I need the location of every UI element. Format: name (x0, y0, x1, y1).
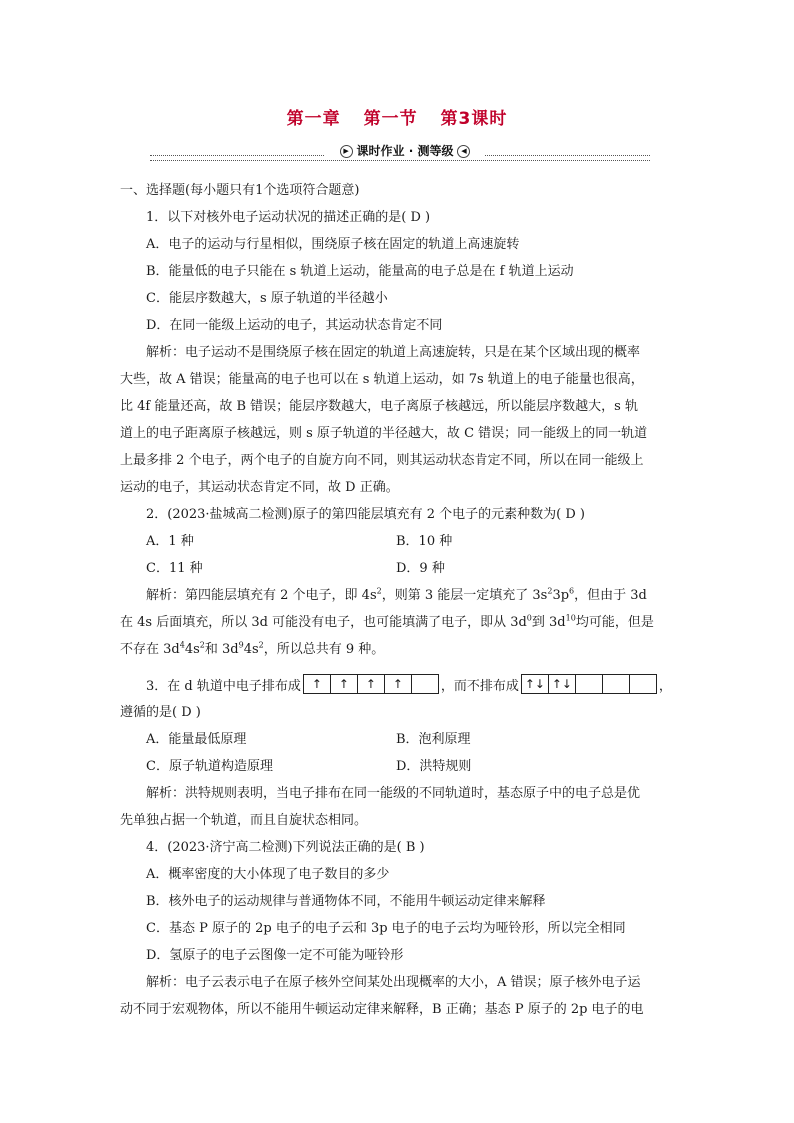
question-3-explanation: 先单独占据一个轨道，而且自旋状态相同。 (120, 813, 368, 828)
page-title (0, 104, 794, 129)
question-4-option-d: D．氢原子的电子云图像一定不可能为哑铃形 (146, 948, 404, 963)
question-3-options-row (120, 726, 680, 753)
question-2-options-row (120, 528, 680, 555)
section-heading: 一、选择题(每小题只有1个选项符合题意) (120, 183, 360, 198)
question-2-option-d: D．9 种 (396, 561, 445, 576)
question-3-stem: 3．在 d 轨道中电子排布成 ↑ ↑ ↑ ↑ ，而不排布成 ↑↓ ↑↓ ， (120, 669, 680, 699)
chapter-label: 第一章 (286, 109, 341, 129)
question-3-stem-cont: 遵循的是( D ) (120, 705, 201, 720)
question-2-explanation: 不存在 $3d^44s^2$和 $3d^94s^2$，所以总共有 9 种。 (120, 640, 385, 657)
question-4-explanation: 解析：电子云表示电子在原子核外空间某处出现概率的大小，A 错误；原子核外电子运 (146, 975, 641, 990)
question-2-option-c: C．11 种 (146, 561, 203, 576)
question-1-explanation: 解析：电子运动不是围绕原子核在固定的轨道上高速旋转，只是在某个区域出现的概率 (146, 345, 641, 360)
question-4-option-c: C．基态 P 原子的 2p 电子的电子云和 3p 电子的电子云均为哑铃形，所以完全相同 (146, 921, 626, 936)
question-1-stem: 1．以下对核外电子运动状况的描述正确的是( D ) (146, 210, 431, 225)
question-4-option-a: A．概率密度的大小体现了电子数目的多少 (146, 867, 390, 882)
banner-label: ▶ 课时作业 · 测等级 ◀ (325, 142, 485, 160)
question-1-option-b: B．能量低的电子只能在 s 轨道上运动，能量高的电子总是在 f 轨道上运动 (146, 264, 574, 279)
question-content (120, 177, 680, 1023)
left-arrow-icon: ◀ (457, 145, 470, 158)
question-3-option-d: D．洪特规则 (396, 759, 472, 774)
homework-banner (150, 140, 650, 166)
section-label: 第一节 (363, 109, 418, 129)
question-2-option-a: A．1 种 (146, 534, 194, 549)
question-2-options-row (120, 555, 680, 582)
lesson-label: 第3课时 (440, 109, 508, 129)
question-2-stem: 2．(2023·盐城高二检测)原子的第四能层填充有 2 个电子的元素种数为( D ) (146, 507, 585, 522)
question-3-options-row (120, 753, 680, 780)
question-1-option-c: C．能层序数越大，s 原子轨道的半径越小 (146, 291, 388, 306)
question-4-stem: 4．(2023·济宁高二检测)下列说法正确的是( B ) (146, 840, 425, 855)
question-1-explanation: 运动的电子，其运动状态肯定不同，故 D 正确。 (120, 480, 399, 495)
question-4-explanation: 动不同于宏观物体，所以不能用牛顿运动定律来解释，B 正确；基态 P 原子的 2p 电子的电 (120, 1002, 644, 1017)
orbital-diagram-paired: ↑↓ ↑↓ (521, 674, 657, 694)
question-3-option-a: A．能量最低原理 (146, 732, 247, 747)
question-3-option-c: C．原子轨道构造原理 (146, 759, 273, 774)
question-4-option-b: B．核外电子的运动规律与普通物体不同，不能用牛顿运动定律来解释 (146, 894, 546, 909)
question-3-option-b: B．泡利原理 (396, 732, 471, 747)
divider (150, 160, 650, 161)
question-1-option-a: A．电子的运动与行星相似，围绕原子核在固定的轨道上高速旋转 (146, 237, 520, 252)
question-2-option-b: B．10 种 (396, 534, 453, 549)
question-1-explanation: 大些，故 A 错误；能量高的电子也可以在 s 轨道上运动，如 7s 轨道上的电子能量也很高， (120, 372, 644, 387)
orbital-diagram-hund: ↑ ↑ ↑ ↑ (303, 674, 439, 694)
question-1-explanation: 上最多排 2 个电子，两个电子的自旋方向不同，则其运动状态肯定不同，所以在同一能级上 (120, 453, 644, 468)
question-1-option-d: D．在同一能级上运动的电子，其运动状态肯定不同 (146, 318, 443, 333)
question-2-explanation: 在 4s 后面填充，所以 3d 可能没有电子，也可能填满了电子，即从 $3d^0$到 $3d^{10}$均可能，但是 (120, 613, 654, 630)
question-1-explanation: 道上的电子距离原子核越远，则 s 原子轨道的半径越大，故 C 错误；同一能级上的同一轨道 (120, 426, 648, 441)
right-arrow-icon: ▶ (340, 145, 353, 158)
question-3-explanation: 解析：洪特规则表明，当电子排布在同一能级的不同轨道时，基态原子中的电子总是优 (146, 786, 641, 801)
question-1-explanation: 比 4f 能量还高，故 B 错误；能层序数越大，电子离原子核越远，所以能层序数越大，s 轨 (120, 399, 638, 414)
question-2-explanation: 解析：第四能层填充有 2 个电子，即 $4s^2$，则第 3 能层一定填充了 $3s^23p^6$，但由于 3d (146, 586, 647, 603)
